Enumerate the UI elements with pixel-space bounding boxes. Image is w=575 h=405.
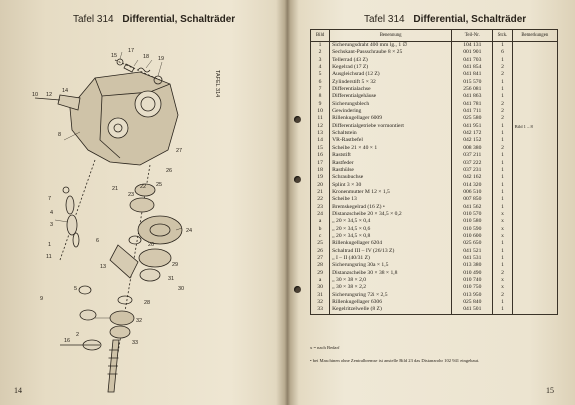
cell-benennung: Splint 3 × 30 [330,182,452,189]
cell-bild: 30 [311,284,330,291]
cell-stck: 1 [493,167,512,174]
footnote-as-needed: x = nach Bedarf [310,345,340,350]
callout: 30 [178,286,185,292]
cell-bild: a [311,277,330,284]
callout: 13 [100,264,107,270]
cell-stck: 1 [493,299,512,306]
cell-bemerkungen [512,211,557,218]
cell-teil-nr: 037 231 [452,167,493,174]
right-page-title: Differential, Schalträder [413,14,527,25]
cell-teil-nr: 041 854 [452,64,493,71]
cell-bemerkungen [512,130,557,137]
cell-bild: 5 [311,71,330,78]
callout: 8 [58,132,62,138]
table-row [311,277,558,284]
cell-stck: 2 [493,108,512,115]
callout: 16 [64,338,71,344]
cell-bemerkungen [512,255,557,262]
binder-hole [294,176,301,183]
cell-bild: 22 [311,196,330,203]
cell-bemerkungen [512,189,557,196]
table-row [311,108,558,115]
cell-benennung: VR-Rastbefel [330,137,452,144]
cell-teil-nr: 006 510 [452,189,493,196]
cell-benennung: Scheibe 21 × 40 × 1 [330,145,452,152]
right-tafel-number: Tafel 314 [364,14,405,25]
cell-bemerkungen [512,86,557,93]
table-row [311,240,558,247]
cell-benennung: Differentialachse [330,86,452,93]
cell-teil-nr: 025 580 [452,115,493,122]
table-row [311,167,558,174]
cell-benennung: Sicherungsring 72i × 2,5 [330,292,452,299]
cell-bild: c [311,233,330,240]
cell-bild: 20 [311,182,330,189]
table-row [311,174,558,181]
callout: 14 [62,88,69,94]
cell-bemerkungen [512,270,557,277]
table-row [311,160,558,167]
table-row [311,93,558,100]
table-row [311,262,558,269]
cell-stck: 1 [493,137,512,144]
cell-bild: 11 [311,115,330,122]
callout: 21 [112,186,119,192]
cell-benennung: Rillenkugellager 6009 [330,115,452,122]
cell-benennung: „ 20 × 34,5 × 0,4 [330,218,452,225]
cell-stck: 2 [493,145,512,152]
table-row [311,57,558,64]
cell-teil-nr: 010 750 [452,284,493,291]
cell-bild: 32 [311,299,330,306]
cell-bemerkungen [512,57,557,64]
callout: 31 [168,276,175,282]
table-row [311,86,558,93]
cell-benennung: Rastfeder [330,160,452,167]
cell-bild: 13 [311,130,330,137]
cell-teil-nr: 001 901 [452,49,493,56]
cell-bemerkungen [512,108,557,115]
cell-bild: 7 [311,86,330,93]
cell-teil-nr: 042 152 [452,137,493,144]
cell-stck: 1 [493,262,512,269]
cell-stck: 2 [493,101,512,108]
cell-stck: 1 [493,160,512,167]
binder-hole [294,116,301,123]
cell-bemerkungen [512,306,557,314]
table-row [311,196,558,203]
cell-bild: 6 [311,79,330,86]
cell-teil-nr: 256 081 [452,86,493,93]
cell-teil-nr: 041 781 [452,101,493,108]
cell-stck: 1 [493,86,512,93]
right-page-header [364,14,526,25]
cell-teil-nr: 041 703 [452,57,493,64]
cell-bemerkungen [512,182,557,189]
cell-benennung: „ 20 × 34,5 × 0,6 [330,226,452,233]
callout: 26 [166,168,173,174]
cell-benennung: Raststift [330,152,452,159]
cell-bild: 4 [311,64,330,71]
callout: 25 [156,182,163,188]
cell-bild: a [311,218,330,225]
cell-stck: 1 [493,240,512,247]
cell-stck: 1 [493,130,512,137]
cell-benennung: Ausgleichsrad (12 Z) [330,71,452,78]
cell-bemerkungen [512,299,557,306]
cell-benennung: Sicherungsblech [330,101,452,108]
cell-benennung: Sicherungsring 30a × 1,5 [330,262,452,269]
table-row [311,226,558,233]
cell-teil-nr: 037 211 [452,152,493,159]
cell-bild: 25 [311,240,330,247]
left-page [0,0,285,405]
table-row [311,123,558,130]
left-tafel-number: Tafel 314 [73,14,114,25]
cell-stck: x [493,277,512,284]
cell-stck: 1 [493,204,512,211]
table-row [311,204,558,211]
cell-bemerkungen [512,204,557,211]
cell-teil-nr: 010 600 [452,233,493,240]
callout: 24 [186,228,193,234]
cell-bemerkungen [512,167,557,174]
cell-bemerkungen [512,49,557,56]
cell-stck: 1 [493,42,512,50]
cell-bemerkungen [512,226,557,233]
cell-teil-nr: 041 863 [452,93,493,100]
cell-bild: 19 [311,174,330,181]
callout: 6 [96,238,100,244]
callout: 2 [76,332,80,338]
callout: 11 [46,254,52,260]
table-row [311,101,558,108]
cell-benennung: Tellerrad (43 Z) [330,57,452,64]
cell-benennung: Gewindering [330,108,452,115]
binder-hole [294,286,301,293]
cell-teil-nr: 010 580 [452,218,493,225]
table-row [311,218,558,225]
cell-benennung: „ 30 × 38 × 2,0 [330,277,452,284]
cell-stck: 1 [493,248,512,255]
cell-bild: 17 [311,160,330,167]
callout: 3 [50,222,54,228]
cell-bild: 1 [311,42,330,50]
callout: 9 [40,296,44,302]
cell-teil-nr: 042 162 [452,174,493,181]
cell-stck: 1 [493,189,512,196]
col-header-bemerkungen: Bemerkungen [512,30,557,42]
table-row [311,49,558,56]
cell-bemerkungen [512,284,557,291]
cell-bemerkungen [512,101,557,108]
col-header-stck: Stck. [493,30,512,42]
cell-benennung: Distanzscheibe 20 × 34,5 × 0,2 [330,211,452,218]
cell-benennung: Differentialgehäuse [330,93,452,100]
cell-stck: 1 [493,182,512,189]
parts-table-header [311,30,558,42]
cell-bild: 2 [311,49,330,56]
cell-bemerkungen [512,42,557,50]
cell-benennung: Kegelrad (17 Z) [330,64,452,71]
cell-teil-nr: 010 490 [452,270,493,277]
left-page-title: Differential, Schalträder [122,14,236,25]
cell-bild: 31 [311,292,330,299]
cell-bild: 8 [311,93,330,100]
cell-stck: 1 [493,79,512,86]
callout: 29 [172,262,179,268]
cell-bemerkungen [512,218,557,225]
callout: 20 [148,242,155,248]
cell-bild: 27 [311,255,330,262]
cell-bemerkungen [512,196,557,203]
cell-benennung: Sechskant-Passschraube 8 × 25 [330,49,452,56]
cell-bild: 21 [311,189,330,196]
cell-benennung: Kronenmutter M 12 × 1,5 [330,189,452,196]
callout: 28 [144,300,151,306]
cell-teil-nr: 041 521 [452,248,493,255]
cell-teil-nr: 010 590 [452,226,493,233]
cell-teil-nr: 010 740 [452,277,493,284]
cell-bild: 29 [311,270,330,277]
cell-bild: 3 [311,57,330,64]
cell-bemerkungen [512,115,557,122]
cell-bild: 16 [311,152,330,159]
cell-benennung: Scheibe 13 [330,196,452,203]
cell-bemerkungen [512,71,557,78]
cell-benennung: Bremskegelrad (16 Z) • [330,204,452,211]
callout: 10 [32,92,39,98]
cell-bild: 28 [311,262,330,269]
cell-stck: 1 [493,123,512,130]
cell-benennung: Differentialgetriebe vormontiert [330,123,452,130]
cell-benennung: Schraubuchse [330,174,452,181]
cell-teil-nr: 010 570 [452,211,493,218]
callout: 19 [158,56,165,62]
cell-benennung: Distanzscheibe 30 × 38 × 1,8 [330,270,452,277]
cell-benennung: Schaltstein [330,130,452,137]
table-row [311,292,558,299]
cell-stck: x [493,218,512,225]
callout: 4 [50,210,54,216]
cell-bild: 33 [311,306,330,314]
cell-bemerkungen [512,64,557,71]
cell-bild: 15 [311,145,330,152]
cell-bemerkungen [512,248,557,255]
cell-bemerkungen [512,79,557,86]
table-row [311,137,558,144]
right-page [288,0,575,405]
callout: 1 [48,242,52,248]
table-row [311,71,558,78]
table-row [311,211,558,218]
cell-teil-nr: 015 570 [452,79,493,86]
cell-stck: 2 [493,270,512,277]
cell-bild: 23 [311,204,330,211]
right-page-number: 15 [546,386,554,395]
cell-stck: 1 [493,93,512,100]
cell-bemerkungen [512,152,557,159]
callout: 18 [143,54,150,60]
cell-benennung: Sicherungsdraht 400 mm lg., 1 ∅ [330,42,452,50]
cell-teil-nr: 104 131 [452,42,493,50]
cell-stck: 1 [493,306,512,314]
col-header-bild: Bild [311,30,330,42]
parts-table [310,29,558,315]
cell-benennung: Rillenkugellager 6204 [330,240,452,247]
cell-bemerkungen [512,262,557,269]
table-row [311,145,558,152]
cell-bemerkungen [512,145,557,152]
table-row [311,64,558,71]
cell-bild: 18 [311,167,330,174]
cell-teil-nr: 037 222 [452,160,493,167]
cell-bild: 14 [311,137,330,144]
table-row [311,233,558,240]
callout: 15 [111,53,118,59]
cell-bemerkungen [512,277,557,284]
cell-bemerkungen [512,137,557,144]
cell-stck: 1 [493,152,512,159]
exploded-drawing [0,0,285,405]
cell-bild: 9 [311,101,330,108]
cell-stck: 2 [493,115,512,122]
cell-stck: 2 [493,292,512,299]
table-row [311,284,558,291]
table-row [311,248,558,255]
cell-teil-nr: 014 320 [452,182,493,189]
callout: 5 [74,286,78,292]
cell-bemerkungen [512,233,557,240]
cell-bemerkungen: Bild 1 – 8 [512,123,557,130]
cell-benennung: „ 20 × 34,5 × 0,8 [330,233,452,240]
table-row [311,182,558,189]
cell-bild: 10 [311,108,330,115]
cell-stck: x [493,211,512,218]
cell-teil-nr: 041 562 [452,204,493,211]
table-row [311,42,558,50]
cell-bemerkungen [512,240,557,247]
cell-bemerkungen [512,160,557,167]
cell-stck: x [493,233,512,240]
cell-teil-nr: 008 380 [452,145,493,152]
cell-benennung: Rillenkugellager 6306 [330,299,452,306]
table-row [311,306,558,314]
table-row [311,255,558,262]
callout: 17 [128,48,135,54]
callout: 12 [46,92,53,98]
cell-bemerkungen [512,93,557,100]
cell-stck: x [493,226,512,233]
cell-stck: x [493,284,512,291]
cell-teil-nr: 041 711 [452,108,493,115]
cell-bemerkungen [512,174,557,181]
callout: 32 [136,318,143,324]
table-row [311,79,558,86]
col-header-teil-nr: Teil-Nr. [452,30,493,42]
cell-benennung: Rasthülse [330,167,452,174]
cell-teil-nr: 041 531 [452,255,493,262]
callout: 7 [48,196,52,202]
callout: 23 [128,192,135,198]
cell-teil-nr: 041 841 [452,71,493,78]
cell-teil-nr: 007 850 [452,196,493,203]
cell-stck: 1 [493,255,512,262]
cell-bemerkungen [512,292,557,299]
table-row [311,115,558,122]
cell-bild: 26 [311,248,330,255]
cell-benennung: Zylinderstift 5 × 32 [330,79,452,86]
cell-teil-nr: 013 950 [452,292,493,299]
left-page-number: 14 [14,386,22,395]
cell-teil-nr: 042 172 [452,130,493,137]
cell-benennung: „ 30 × 38 × 2,2 [330,284,452,291]
table-row [311,299,558,306]
cell-stck: 6 [493,49,512,56]
col-header-benennung: Benennung [330,30,452,42]
callout: 22 [140,184,147,190]
table-row [311,130,558,137]
callout: 27 [176,148,183,154]
cell-teil-nr: 025 840 [452,299,493,306]
footnote-brake: • bei Maschinen ohne Zentralbremse ist anstelle Bild 23 das Distanzrohr 102 941 eingebaut. [310,358,480,363]
cell-bild: b [311,226,330,233]
table-row [311,270,558,277]
cell-stck: 1 [493,174,512,181]
cell-benennung: „ I – II (40/31 Z) [330,255,452,262]
cell-teil-nr: 041 951 [452,123,493,130]
cell-benennung: Kegelritzelwelle (8 Z) [330,306,452,314]
cell-stck: 2 [493,64,512,71]
cell-teil-nr: 041 501 [452,306,493,314]
table-row [311,189,558,196]
table-row [311,152,558,159]
callout: 33 [132,340,139,346]
cell-teil-nr: 013 380 [452,262,493,269]
cell-stck: 1 [493,196,512,203]
cell-benennung: Schaltrad III – IV (26/13 Z) [330,248,452,255]
cell-teil-nr: 025 650 [452,240,493,247]
cell-stck: 2 [493,71,512,78]
cell-stck: 1 [493,57,512,64]
cell-bild: 24 [311,211,330,218]
cell-bild: 12 [311,123,330,130]
drawing-label: TAFEL 314 [214,70,220,98]
